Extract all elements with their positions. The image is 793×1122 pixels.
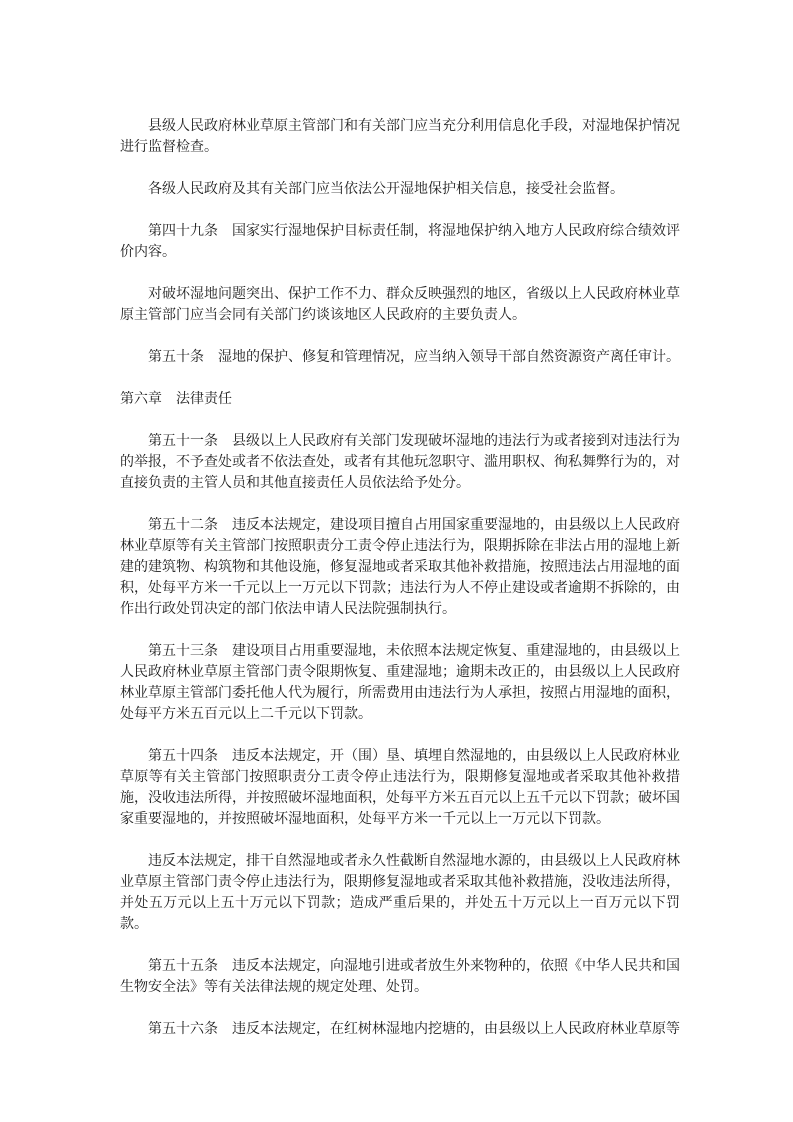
article-56: 第五十六条 违反本法规定，在红树林湿地内挖塘的，由县级以上人民政府林业草原等 bbox=[148, 1021, 680, 1037]
article-49: 第四十九条 国家实行湿地保护目标责任制，将湿地保护纳入地方人民政府综合绩效评价内容。 bbox=[120, 223, 680, 260]
chapter-heading: 第六章 法律责任 bbox=[120, 391, 232, 407]
document-body bbox=[120, 116, 680, 1061]
paragraph-public-disclosure: 各级人民政府及其有关部门应当依法公开湿地保护相关信息，接受社会监督。 bbox=[148, 181, 624, 197]
paragraph-drainage: 违反本法规定，排干自然湿地或者永久性截断自然湿地水源的，由县级以上人民政府林业草原主管部门责令停止违法行为，限期修复湿地或者采取其他补救措施，没收违法所得，并处五万元以上五十万元以下罚款；造成严重后果的，并处五十万元以上一百万元以下罚款。 bbox=[120, 853, 680, 932]
article-54: 第五十四条 违反本法规定，开（围）垦、填埋自然湿地的，由县级以上人民政府林业草原等有关主管部门按照职责分工责令停止违法行为，限期修复湿地或者采取其他补救措施，没收违法所得，并按照破坏湿地面积，处每平方米五百元以上五千元以下罚款；破坏国家重要湿地的，并按照破坏湿地面积，处每平方米一千元以上一万元以下罚款。 bbox=[120, 748, 680, 827]
paragraph-supervision-info: 县级人民政府林业草原主管部门和有关部门应当充分利用信息化手段，对湿地保护情况进行监督检查。 bbox=[120, 118, 680, 155]
paragraph-interview: 对破坏湿地问题突出、保护工作不力、群众反映强烈的地区，省级以上人民政府林业草原主管部门应当会同有关部门约谈该地区人民政府的主要负责人。 bbox=[120, 286, 680, 323]
article-51: 第五十一条 县级以上人民政府有关部门发现破坏湿地的违法行为或者接到对违法行为的举报，不予查处或者不依法查处，或者有其他玩忽职守、滥用职权、徇私舞弊行为的，对直接负责的主管人员和其他直接责任人员依法给予处分。 bbox=[120, 433, 680, 491]
article-52: 第五十二条 违反本法规定，建设项目擅自占用国家重要湿地的，由县级以上人民政府林业草原等有关主管部门按照职责分工责令停止违法行为，限期拆除在非法占用的湿地上新建的建筑物、构筑物和其他设施，修复湿地或者采取其他补救措施，按照违法占用湿地的面积，处每平方米一千元以上一万元以下罚款；违法行为人不停止建设或者逾期不拆除的，由作出行政处罚决定的部门依法申请人民法院强制执行。 bbox=[120, 517, 680, 617]
article-50: 第五十条 湿地的保护、修复和管理情况，应当纳入领导干部自然资源资产离任审计。 bbox=[148, 349, 680, 365]
article-53: 第五十三条 建设项目占用重要湿地，未依照本法规定恢复、重建湿地的，由县级以上人民政府林业草原主管部门责令限期恢复、重建湿地；逾期未改正的，由县级以上人民政府林业草原主管部门委托他人代为履行，所需费用由违法行为人承担，按照占用湿地的面积，处每平方米五百元以上二千元以下罚款。 bbox=[120, 643, 680, 722]
article-55: 第五十五条 违反本法规定，向湿地引进或者放生外来物种的，依照《中华人民共和国生物安全法》等有关法律法规的规定处理、处罚。 bbox=[120, 958, 680, 995]
